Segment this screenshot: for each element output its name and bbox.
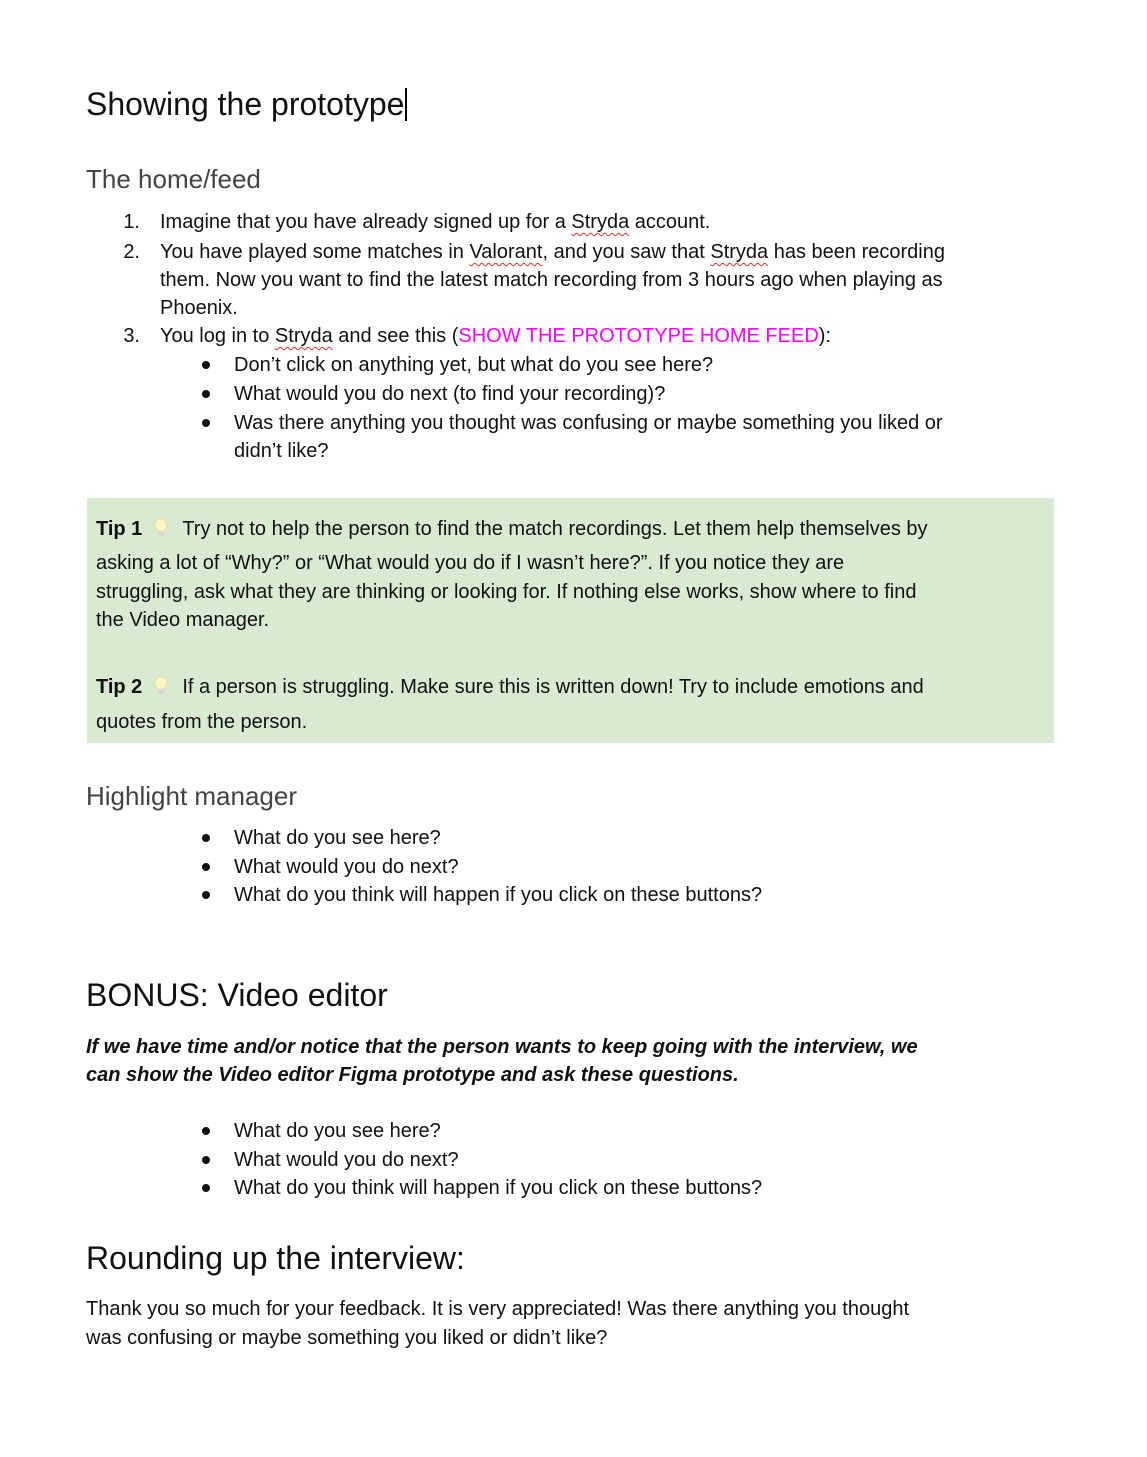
- highlight-instruction: SHOW THE PROTOTYPE HOME FEED: [458, 325, 819, 347]
- spellcheck-word: Stryda: [710, 241, 769, 263]
- bullet-item: Was there anything you thought was confusing or maybe something you liked or: [234, 412, 943, 434]
- bullet-dot: [202, 891, 210, 899]
- tip2-line1: Tip 2 If a person is struggling. Make sure this is written down! Try to include emotions and: [96, 676, 924, 698]
- bullet-dot: [202, 1184, 210, 1192]
- heading-showing-prototype[interactable]: [86, 86, 407, 123]
- bullet-dot: [202, 390, 210, 398]
- list-number: 3.: [123, 325, 140, 347]
- heading-text: Showing the prototype: [86, 86, 405, 122]
- bullet-item: What do you see here?: [234, 1120, 441, 1142]
- bullet-dot: [202, 863, 210, 871]
- lightbulb-icon: [154, 518, 168, 538]
- list-item-step2-line3: Phoenix.: [160, 297, 238, 319]
- bullet-dot: [202, 419, 210, 427]
- heading-home-feed: The home/feed: [86, 164, 261, 194]
- bullet-dot: [202, 1156, 210, 1164]
- spellcheck-word: Valorant: [469, 241, 543, 263]
- tip1-line3: struggling, ask what they are thinking or looking for. If nothing else works, show where to find: [96, 581, 917, 603]
- lightbulb-icon: [154, 676, 168, 696]
- list-number: 1.: [123, 211, 140, 233]
- bullet-item: What would you do next?: [234, 856, 459, 878]
- list-item-step3: You log in to Stryda and see this (SHOW THE PROTOTYPE HOME FEED):: [160, 325, 831, 347]
- spellcheck-word: Stryda: [274, 325, 333, 347]
- bullet-item: What would you do next?: [234, 1149, 459, 1171]
- rounding-text-line1: Thank you so much for your feedback. It is very appreciated! Was there anything you thought: [86, 1298, 910, 1320]
- bullet-item: What do you think will happen if you click on these buttons?: [234, 1177, 763, 1199]
- tip2-line2: quotes from the person.: [96, 711, 308, 733]
- list-item-step2-line2: them. Now you want to find the latest match recording from 3 hours ago when playing as: [160, 269, 943, 291]
- bullet-dot: [202, 361, 210, 369]
- tip1-line1: Tip 1 Try not to help the person to find the match recordings. Let them help themselves by: [96, 518, 928, 540]
- tip1-line2: asking a lot of “Why?” or “What would you do if I wasn’t here?”. If you notice they are: [96, 552, 845, 574]
- text-cursor: [405, 88, 407, 121]
- tip1-line4: the Video manager.: [96, 609, 270, 631]
- tip2-label: Tip 2: [96, 676, 143, 698]
- bullet-dot: [202, 834, 210, 842]
- bullet-item-continued: didn’t like?: [234, 440, 329, 462]
- bullet-item: What do you see here?: [234, 827, 441, 849]
- spellcheck-word: Stryda: [571, 211, 630, 233]
- bullet-item: What do you think will happen if you click on these buttons?: [234, 884, 763, 906]
- bonus-note-line1: If we have time and/or notice that the person wants to keep going with the interview, we: [86, 1036, 918, 1058]
- heading-bonus-video-editor: BONUS: Video editor: [86, 977, 388, 1013]
- heading-highlight-manager: Highlight manager: [86, 781, 298, 811]
- bullet-item: What would you do next (to find your recording)?: [234, 383, 666, 405]
- rounding-text-line2: was confusing or maybe something you liked or didn’t like?: [86, 1327, 608, 1349]
- heading-rounding-up: Rounding up the interview:: [86, 1240, 465, 1276]
- bonus-note-line2: can show the Video editor Figma prototype and ask these questions.: [86, 1064, 739, 1086]
- tip1-label: Tip 1: [96, 518, 143, 540]
- list-item-step2-line1: You have played some matches in Valorant, and you saw that Stryda has been recording: [160, 241, 945, 263]
- bullet-dot: [202, 1127, 210, 1135]
- bullet-item: Don’t click on anything yet, but what do you see here?: [234, 354, 714, 376]
- list-item-step1: Imagine that you have already signed up for a Stryda account.: [160, 211, 711, 233]
- list-number: 2.: [123, 241, 140, 263]
